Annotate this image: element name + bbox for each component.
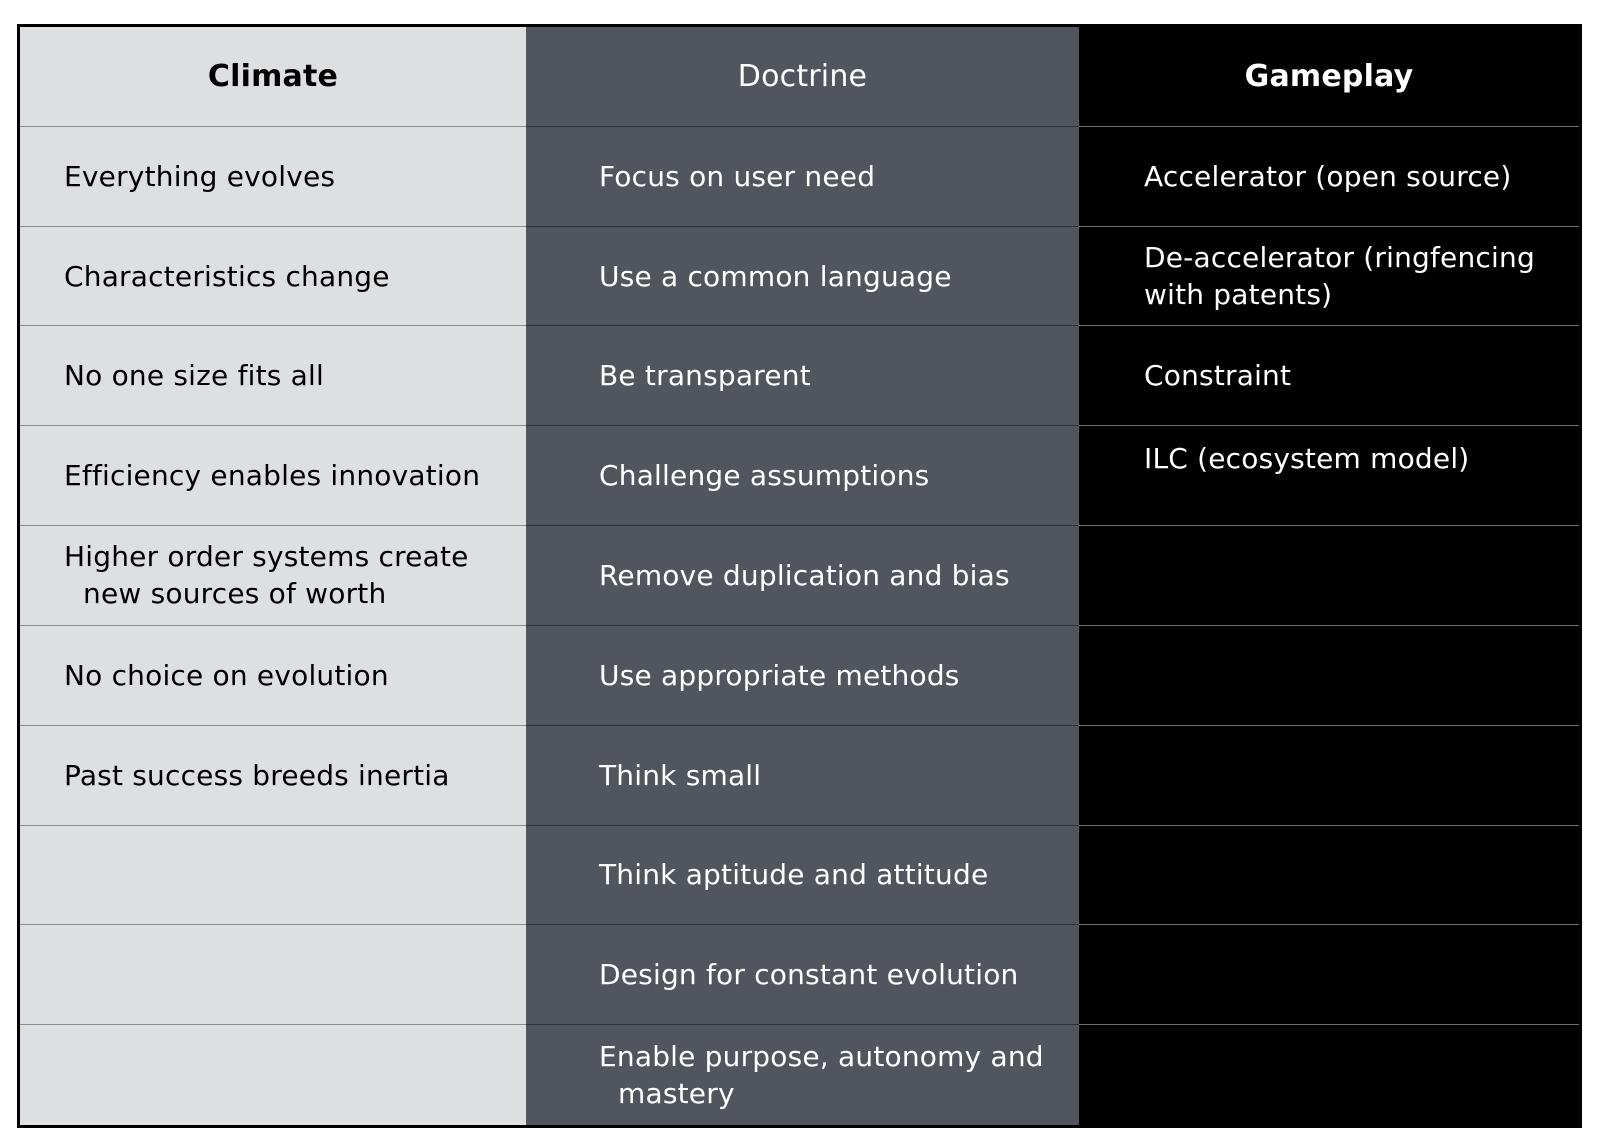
climate-cell-empty [20, 1025, 526, 1125]
doctrine-cell [526, 326, 1079, 426]
climate-cell-empty [20, 925, 526, 1025]
doctrine-cell-text: Remove duplication and bias [599, 558, 1010, 592]
doctrine-column [526, 27, 1079, 1125]
gameplay-cell-text: ILC (ecosystem model) [1144, 442, 1470, 476]
gameplay-cell-empty [1079, 726, 1579, 826]
gameplay-column [1079, 27, 1579, 1125]
climate-header [20, 27, 526, 127]
doctrine-cell-text: Use a common language [599, 259, 952, 293]
climate-cell [20, 626, 526, 726]
gameplay-cell [1079, 326, 1579, 426]
gameplay-cell-empty [1079, 1025, 1579, 1125]
doctrine-cell-text: Challenge assumptions [599, 459, 930, 493]
gameplay-header [1079, 27, 1579, 127]
climate-column [20, 27, 526, 1125]
climate-cell-text: Efficiency enables innovation [64, 459, 481, 493]
strategy-table [17, 24, 1582, 1128]
climate-cell-text: Higher order systems create new sources of worth [64, 540, 469, 611]
climate-cell [20, 726, 526, 826]
gameplay-cell-empty [1079, 925, 1579, 1025]
climate-cell-text: Characteristics change [64, 259, 390, 293]
gameplay-cell [1079, 227, 1579, 327]
doctrine-cell [526, 626, 1079, 726]
climate-cell [20, 326, 526, 426]
doctrine-header [526, 27, 1079, 127]
doctrine-cell [526, 426, 1079, 526]
doctrine-cell [526, 726, 1079, 826]
doctrine-cell [526, 1025, 1079, 1125]
doctrine-cell-text: Think aptitude and attitude [599, 858, 989, 892]
gameplay-header-text: Gameplay [1244, 58, 1414, 94]
climate-header-text: Climate [207, 58, 339, 94]
gameplay-cell-text: De-accelerator (ringfencing with patents) [1144, 241, 1535, 312]
doctrine-cell-text: Use appropriate methods [599, 658, 960, 692]
climate-cell [20, 227, 526, 327]
doctrine-header-text: Doctrine [737, 58, 868, 94]
doctrine-cell-text: Enable purpose, autonomy and mastery [599, 1040, 1044, 1111]
doctrine-cell [526, 227, 1079, 327]
doctrine-cell [526, 826, 1079, 926]
climate-cell [20, 526, 526, 626]
gameplay-cell-text: Accelerator (open source) [1144, 159, 1512, 193]
climate-cell [20, 426, 526, 526]
gameplay-cell [1079, 426, 1579, 526]
climate-cell [20, 127, 526, 227]
doctrine-cell-text: Focus on user need [599, 159, 876, 193]
gameplay-cell-empty [1079, 526, 1579, 626]
doctrine-cell-text: Design for constant evolution [599, 958, 1019, 992]
climate-cell-text: No one size fits all [64, 359, 324, 393]
doctrine-cell [526, 925, 1079, 1025]
climate-cell-text: Past success breeds inertia [64, 758, 450, 792]
climate-cell-text: No choice on evolution [64, 658, 389, 692]
doctrine-cell [526, 526, 1079, 626]
climate-cell-text: Everything evolves [64, 159, 336, 193]
gameplay-cell-text: Constraint [1144, 359, 1292, 393]
gameplay-cell [1079, 127, 1579, 227]
gameplay-cell-empty [1079, 626, 1579, 726]
doctrine-cell-text: Be transparent [599, 359, 811, 393]
doctrine-cell-text: Think small [599, 758, 762, 792]
climate-cell-empty [20, 826, 526, 926]
doctrine-cell [526, 127, 1079, 227]
gameplay-cell-empty [1079, 826, 1579, 926]
